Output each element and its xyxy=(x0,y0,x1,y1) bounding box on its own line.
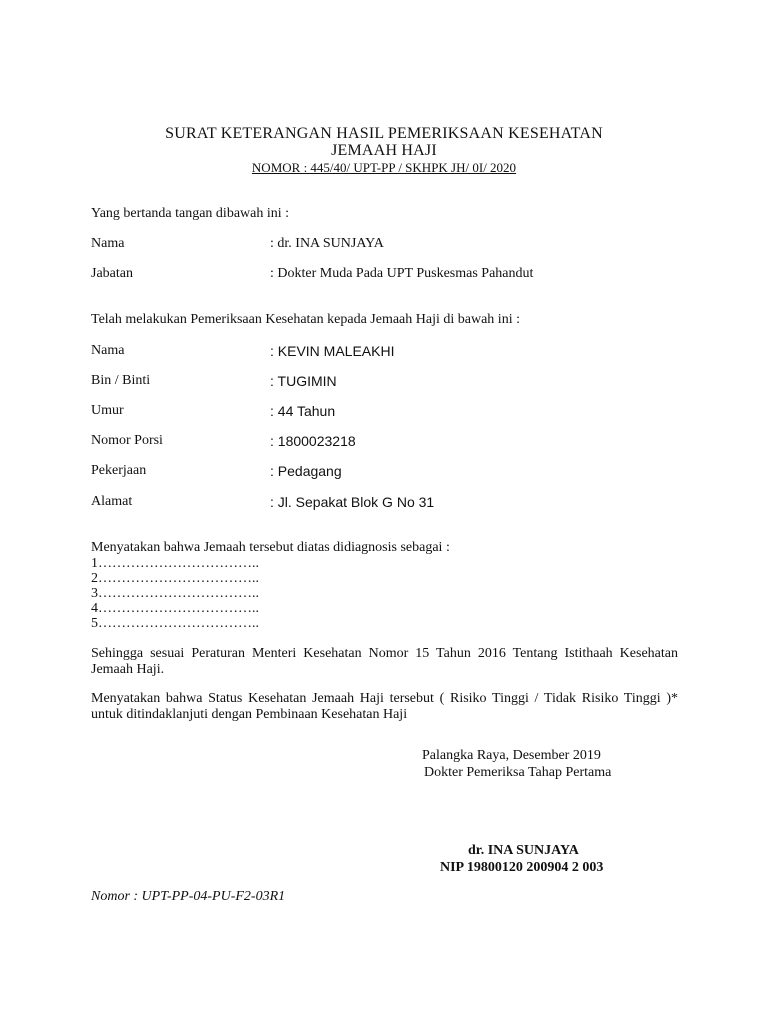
status-paragraph: Menyatakan bahwa Status Kesehatan Jemaah Haji tersebut ( Risiko Tinggi / Tidak Risiko Tinggi )* untuk ditindaklanjuti dengan Pembinaan Kesehatan Haji xyxy=(91,691,678,722)
signer-name-value: : dr. INA SUNJAYA xyxy=(270,236,384,251)
exam-intro-text: Telah melakukan Pemeriksaan Kesehatan kepada Jemaah Haji di bawah ini : xyxy=(91,312,520,327)
patient-porsi-label: Nomor Porsi xyxy=(91,433,163,448)
patient-address-value: : Jl. Sepakat Blok G No 31 xyxy=(270,494,435,510)
form-number: Nomor : UPT-PP-04-PU-F2-03R1 xyxy=(91,889,286,904)
signature-place-date: Palangka Raya, Desember 2019 xyxy=(422,748,601,763)
patient-parent-value: : TUGIMIN xyxy=(270,373,337,389)
patient-porsi-value: : 1800023218 xyxy=(270,433,356,449)
patient-parent-label: Bin / Binti xyxy=(91,373,151,388)
patient-job-label: Pekerjaan xyxy=(91,463,147,478)
patient-age-label: Umur xyxy=(91,403,124,418)
diagnosis-line: 3…………………………….. xyxy=(91,586,259,601)
patient-name-label: Nama xyxy=(91,343,125,358)
diagnosis-line: 2…………………………….. xyxy=(91,571,259,586)
signature-nip: NIP 19800120 200904 2 003 xyxy=(440,860,604,875)
diagnosis-intro-text: Menyatakan bahwa Jemaah tersebut diatas didiagnosis sebagai : xyxy=(91,540,450,555)
document-title-line2: JEMAAH HAJI xyxy=(331,142,437,159)
regulation-paragraph: Sehingga sesuai Peraturan Menteri Kesehatan Nomor 15 Tahun 2016 Tentang Istithaah Kesehatan Jemaah Haji. xyxy=(91,646,678,677)
signature-name: dr. INA SUNJAYA xyxy=(468,843,579,858)
signer-name-label: Nama xyxy=(91,236,125,251)
patient-job-value: : Pedagang xyxy=(270,463,342,479)
signer-position-value: : Dokter Muda Pada UPT Puskesmas Pahandut xyxy=(270,266,534,281)
patient-name-value: : KEVIN MALEAKHI xyxy=(270,343,395,359)
signature-role: Dokter Pemeriksa Tahap Pertama xyxy=(424,765,612,780)
document-number: NOMOR : 445/40/ UPT-PP / SKHPK JH/ 0I/ 2020 xyxy=(251,160,517,175)
document-title-line1: SURAT KETERANGAN HASIL PEMERIKSAAN KESEHATAN xyxy=(165,125,603,142)
patient-address-label: Alamat xyxy=(91,494,133,509)
signer-position-label: Jabatan xyxy=(91,266,133,281)
diagnosis-line: 5…………………………….. xyxy=(91,616,259,631)
diagnosis-line: 1…………………………….. xyxy=(91,556,259,571)
patient-age-value: : 44 Tahun xyxy=(270,403,336,419)
diagnosis-line: 4…………………………….. xyxy=(91,601,259,616)
intro-text: Yang bertanda tangan dibawah ini : xyxy=(91,206,290,221)
